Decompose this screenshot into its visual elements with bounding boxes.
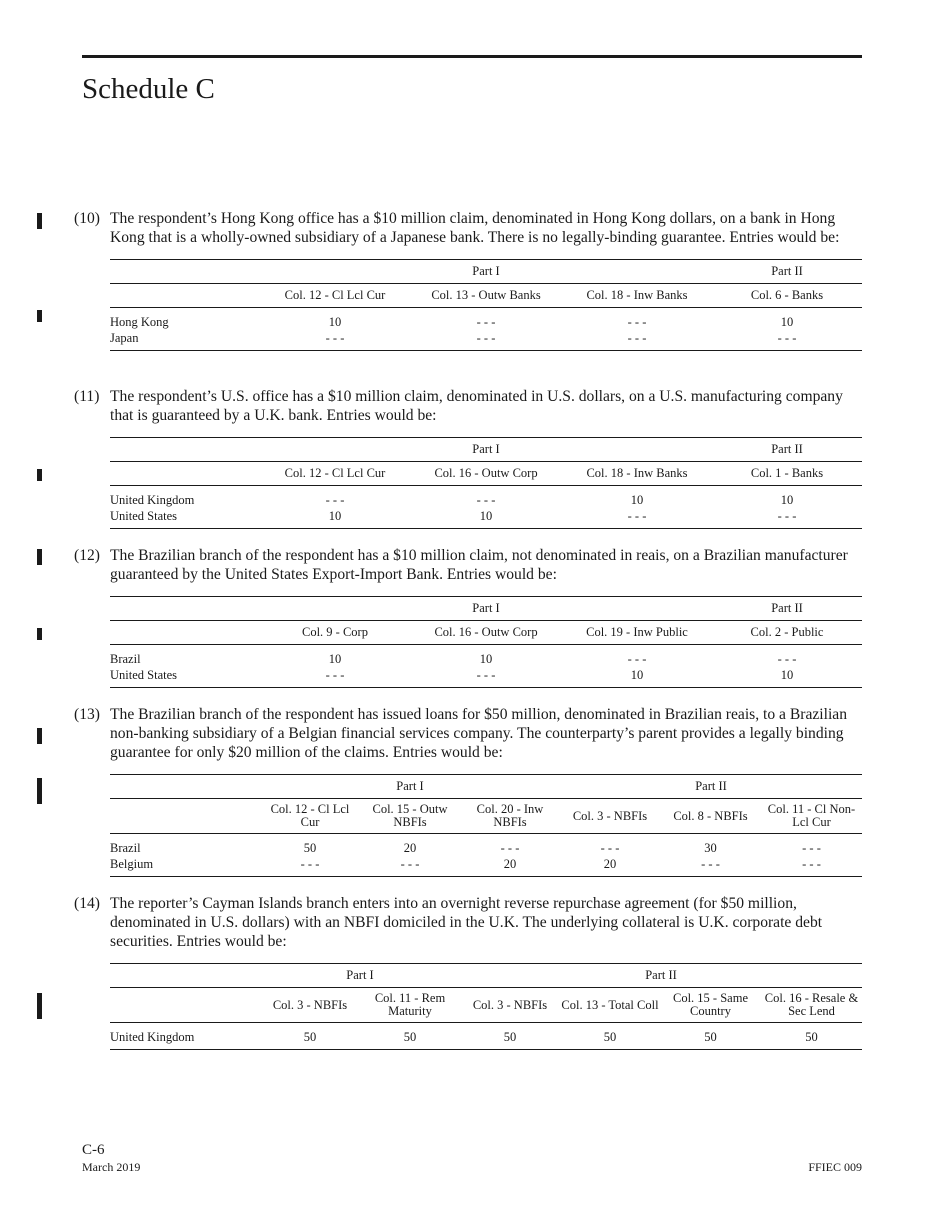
table-row [110, 1029, 862, 1050]
country-cell: United States [110, 667, 260, 688]
country-cell: Hong Kong [110, 314, 169, 329]
column-header: Col. 18 - Inw Banks [562, 462, 712, 486]
column-header-row [110, 799, 862, 834]
value-cell: - - - [476, 314, 496, 329]
value-cell: 50 [460, 1029, 560, 1050]
table-row [110, 492, 862, 508]
value-cell: - - - [712, 330, 862, 351]
column-header: Col. 19 - Inw Public [562, 621, 712, 645]
table-row [110, 330, 862, 351]
example-13 [74, 705, 862, 877]
value-cell: 50 [660, 1029, 761, 1050]
value-cell: - - - [410, 330, 562, 351]
part-i-header: Part I [260, 775, 560, 799]
column-header: Col. 12 - Cl Lcl Cur [260, 284, 410, 308]
column-header: Col. 11 - Rem Maturity [360, 988, 460, 1023]
value-cell: 10 [562, 667, 712, 688]
value-cell: - - - [476, 492, 496, 507]
country-cell: United Kingdom [110, 492, 195, 507]
part-ii-header: Part II [712, 597, 862, 621]
table-row [110, 508, 862, 529]
revision-bar [37, 310, 42, 322]
country-cell: Brazil [110, 651, 141, 666]
part-i-header: Part I [260, 964, 460, 988]
value-cell: - - - [410, 667, 562, 688]
example-paragraph [74, 705, 862, 762]
column-header: Col. 15 - Outw NBFIs [360, 799, 460, 834]
value-cell: 10 [780, 314, 794, 329]
value-cell: - - - [562, 330, 712, 351]
value-cell: - - - [562, 508, 712, 529]
country-cell: Japan [110, 330, 260, 351]
example-number: (13) [74, 706, 100, 723]
column-header-row [110, 462, 862, 486]
value-cell: - - - [777, 651, 797, 666]
revision-date: March 2019 [82, 1160, 141, 1174]
column-header: Col. 1 - Banks [712, 462, 862, 486]
value-cell: 10 [780, 492, 794, 507]
part-header-row [110, 964, 862, 988]
value-cell: - - - [260, 330, 410, 351]
example-paragraph [74, 546, 862, 584]
part-header-row [110, 597, 862, 621]
example-description: The respondent’s U.S. office has a $10 million claim, denominated in U.S. dollars, on a U.S. manufacturing company that is guaranteed by a U.K. bank. Entries would be: [110, 388, 843, 424]
table-row [110, 314, 862, 330]
entries-table [110, 963, 862, 1050]
form-name: FFIEC 009 [808, 1160, 862, 1174]
entries-table [110, 774, 862, 877]
value-cell: 50 [761, 1029, 862, 1050]
column-header-row [110, 988, 862, 1023]
revision-bar [37, 993, 42, 1019]
column-header-row [110, 284, 862, 308]
entries-table [110, 259, 862, 351]
page-number: C-6 [82, 1142, 105, 1158]
example-paragraph [74, 209, 862, 247]
value-cell: - - - [660, 856, 761, 877]
example-number: (11) [74, 388, 100, 405]
part-ii-header: Part II [460, 964, 862, 988]
revision-bar [37, 778, 42, 804]
country-cell: Brazil [110, 840, 141, 855]
part-header-row [110, 438, 862, 462]
table-row [110, 651, 862, 667]
column-header: Col. 16 - Outw Corp [410, 462, 562, 486]
value-cell: 30 [704, 840, 717, 855]
value-cell: 10 [260, 508, 410, 529]
column-header: Col. 6 - Banks [712, 284, 862, 308]
table-row [110, 856, 862, 877]
value-cell: - - - [712, 508, 862, 529]
column-header: Col. 15 - Same Country [660, 988, 761, 1023]
column-header: Col. 12 - Cl Lcl Cur [260, 799, 360, 834]
column-header: Col. 8 - NBFIs [660, 799, 761, 834]
page-title: Schedule C [82, 73, 215, 105]
column-header: Col. 16 - Outw Corp [410, 621, 562, 645]
value-cell: 50 [360, 1029, 460, 1050]
part-ii-header: Part II [712, 260, 862, 284]
part-header-row [110, 260, 862, 284]
value-cell: 50 [560, 1029, 660, 1050]
revision-bar [37, 469, 42, 481]
example-paragraph [74, 894, 862, 951]
value-cell: - - - [500, 840, 520, 855]
value-cell: 20 [403, 840, 417, 855]
part-i-header: Part I [260, 438, 712, 462]
example-10 [74, 209, 862, 351]
column-header: Col. 11 - Cl Non-Lcl Cur [761, 799, 862, 834]
value-cell: 50 [303, 840, 317, 855]
part-i-header: Part I [260, 597, 712, 621]
part-ii-header: Part II [712, 438, 862, 462]
value-cell: - - - [627, 651, 647, 666]
part-header-row [110, 775, 862, 799]
column-header: Col. 20 - Inw NBFIs [460, 799, 560, 834]
column-header: Col. 13 - Total Coll [560, 988, 660, 1023]
example-14 [74, 894, 862, 1050]
revision-bar [37, 728, 42, 744]
value-cell: 10 [479, 651, 493, 666]
value-cell: 10 [630, 492, 644, 507]
table-row [110, 840, 862, 856]
value-cell: 10 [328, 314, 342, 329]
header-rule [82, 55, 862, 58]
value-cell: 10 [410, 508, 562, 529]
value-cell: - - - [260, 667, 410, 688]
value-cell: - - - [360, 856, 460, 877]
example-12 [74, 546, 862, 688]
column-header: Col. 3 - NBFIs [260, 988, 360, 1023]
value-cell: 10 [328, 651, 342, 666]
column-header: Col. 16 - Resale & Sec Lend [761, 988, 862, 1023]
part-ii-header: Part II [560, 775, 862, 799]
value-cell: 10 [712, 667, 862, 688]
example-11 [74, 387, 862, 529]
column-header: Col. 12 - Cl Lcl Cur [260, 462, 410, 486]
column-header-row [110, 621, 862, 645]
revision-bar [37, 213, 42, 229]
revision-bar [37, 628, 42, 640]
table-row [110, 667, 862, 688]
example-description: The respondent’s Hong Kong office has a $10 million claim, denominated in Hong Kong dollars, on a bank in Hong Kong that is a wholly-owned subsidiary of a Japanese bank. There is no legally-binding guarantee. Entries would be: [110, 210, 840, 246]
example-description: The Brazilian branch of the respondent has a $10 million claim, not denominated in reais, on a Brazilian manufacturer guaranteed by the United States Export-Import Bank. Entries would be: [110, 547, 848, 583]
revision-bar [37, 549, 42, 565]
column-header: Col. 2 - Public [712, 621, 862, 645]
column-header: Col. 13 - Outw Banks [410, 284, 562, 308]
value-cell: - - - [600, 840, 620, 855]
example-number: (14) [74, 895, 100, 912]
column-header: Col. 18 - Inw Banks [562, 284, 712, 308]
column-header: Col. 3 - NBFIs [460, 988, 560, 1023]
country-cell: United States [110, 508, 260, 529]
value-cell: 20 [460, 856, 560, 877]
value-cell: - - - [761, 856, 862, 877]
value-cell: - - - [802, 840, 821, 855]
example-number: (12) [74, 547, 100, 564]
part-i-header: Part I [260, 260, 712, 284]
value-cell: - - - [325, 492, 345, 507]
country-cell: Belgium [110, 856, 260, 877]
column-header: Col. 9 - Corp [260, 621, 410, 645]
example-paragraph [74, 387, 862, 425]
example-description: The Brazilian branch of the respondent has issued loans for $50 million, denominated in Brazilian reais, to a Brazilian non-banking subsidiary of a Belgian financial services company. The counterparty’s parent provides a legally binding guarantee for only $20 million of the claims. Entries would be: [110, 706, 848, 761]
value-cell: - - - [260, 856, 360, 877]
column-header: Col. 3 - NBFIs [560, 799, 660, 834]
country-cell: United Kingdom [110, 1029, 260, 1050]
entries-table [110, 596, 862, 688]
value-cell: 50 [260, 1029, 360, 1050]
value-cell: 20 [560, 856, 660, 877]
example-number: (10) [74, 210, 100, 227]
value-cell: - - - [627, 314, 647, 329]
entries-table [110, 437, 862, 529]
example-description: The reporter’s Cayman Islands branch enters into an overnight reverse repurchase agreement (for $50 million, denominated in U.S. dollars) with an NBFI domiciled in the U.K. The underlying collateral is U.K. corporate debt securities. Entries would be: [110, 895, 823, 950]
